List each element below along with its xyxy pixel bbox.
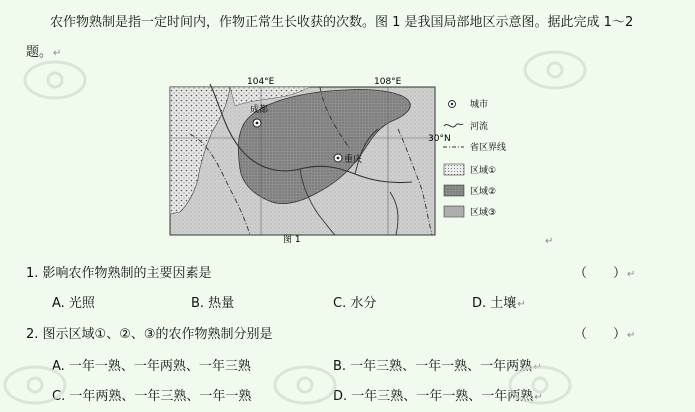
watermark-logo-icon (270, 360, 340, 410)
legend-city-label: 城市 (470, 100, 489, 110)
q2-option-d (333, 385, 543, 404)
intro-line-1 (50, 11, 633, 30)
return-mark-icon: ↵ (627, 269, 636, 280)
intro-line-2 (26, 41, 61, 60)
return-mark-icon: ↵ (534, 392, 543, 403)
return-mark-icon: ↵ (545, 236, 554, 247)
answer-paren-1: （ ） (574, 266, 627, 281)
q1-option-c (333, 292, 376, 311)
region3-swatch (444, 206, 464, 217)
city-chongqing-label: 重庆 (344, 155, 363, 165)
intro-text-1: 农作物熟制是指一定时间内，作物正常生长收获的次数。图 1 是我国局部地区示意图。据此完成 1～2 (50, 15, 634, 30)
return-mark-icon: ↵ (533, 362, 542, 373)
region2-swatch (444, 185, 464, 196)
q1-option-b-text: B. 热量 (191, 296, 235, 311)
q1-option-d (472, 292, 526, 311)
q2-option-b (333, 355, 542, 374)
legend-boundary-label: 省区界线 (470, 143, 507, 153)
q2-option-a-text: A. 一年一熟、一年两熟、一年三熟 (52, 359, 251, 374)
question-2-stem (26, 323, 273, 342)
question-1-answer-paren (574, 262, 635, 281)
q2-option-a (52, 355, 251, 374)
return-mark-icon: ↵ (53, 48, 62, 59)
question-1-stem (26, 262, 212, 281)
map-legend (443, 98, 506, 218)
city-chengdu-label: 成都 (250, 105, 269, 115)
q1-option-b (191, 292, 234, 311)
region1-swatch (444, 164, 464, 175)
q2-option-b-text: B. 一年三熟、一年一熟、一年两熟 (333, 359, 533, 374)
q2-option-c-text: C. 一年两熟、一年三熟、一年一熟 (52, 389, 252, 404)
legend-region2-label: 区域② (470, 187, 497, 197)
legend-region3-label: 区域③ (470, 208, 497, 218)
return-mark-icon: ↵ (627, 330, 636, 341)
question-1-text: 1. 影响农作物熟制的主要因素是 (26, 266, 212, 281)
question-2-answer-paren (574, 323, 635, 342)
q1-option-d-text: D. 土壤 (472, 296, 517, 311)
map-figure (150, 74, 550, 246)
intro-text-2: 题。 (26, 45, 53, 60)
lon-104-label: 104°E (247, 77, 275, 87)
figure-caption: 图 1 (283, 235, 301, 245)
map-svg (150, 74, 550, 246)
return-mark-icon: ↵ (517, 299, 526, 310)
q2-option-d-text: D. 一年三熟、一年一熟、一年两熟 (333, 389, 534, 404)
q1-option-a (52, 292, 95, 311)
river-icon (444, 124, 463, 127)
q2-option-c (52, 385, 251, 404)
lon-108-label: 108°E (374, 77, 402, 87)
lat-30-label: 30°N (428, 134, 451, 144)
legend-region1-label: 区域① (470, 166, 497, 176)
q1-option-a-text: A. 光照 (52, 296, 95, 311)
answer-paren-2: （ ） (574, 327, 627, 342)
legend-river-label: 河流 (470, 122, 489, 132)
watermark-logo-icon (20, 55, 90, 105)
q1-option-c-text: C. 水分 (333, 296, 377, 311)
question-2-text: 2. 图示区域①、②、③的农作物熟制分别是 (26, 327, 273, 342)
